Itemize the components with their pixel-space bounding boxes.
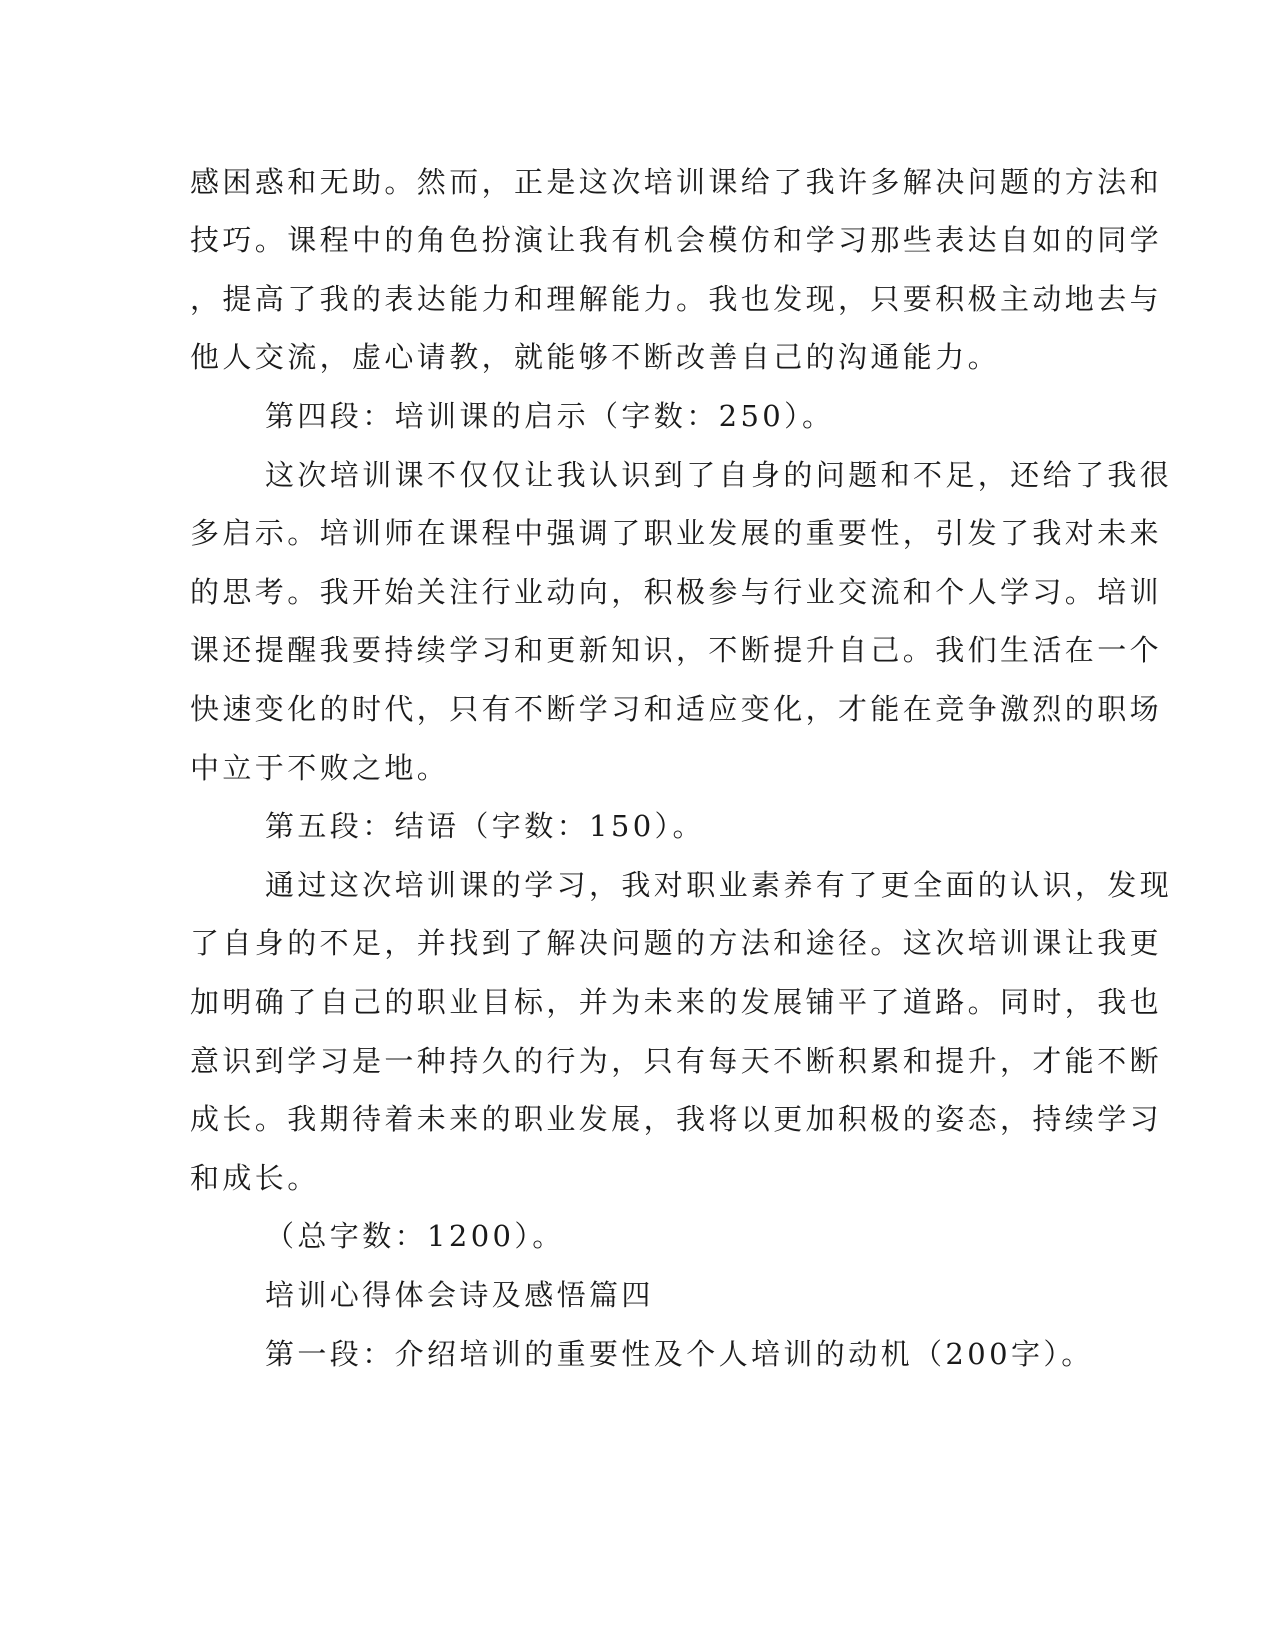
section-heading-1: 第一段：介绍培训的重要性及个人培训的动机（200字）。 — [265, 1337, 1094, 1371]
article-title: 培训心得体会诗及感悟篇四 — [265, 1278, 654, 1312]
body-text-line: 他人交流，虚心请教，就能够不断改善自己的沟通能力。 — [190, 340, 1001, 374]
body-text-line: 成长。我期待着未来的职业发展，我将以更加积极的姿态，持续学习 — [190, 1102, 1163, 1136]
body-text-line: 课还提醒我要持续学习和更新知识，不断提升自己。我们生活在一个 — [190, 633, 1163, 667]
body-text-line: 和成长。 — [190, 1161, 320, 1195]
body-text-line: 这次培训课不仅仅让我认识到了自身的问题和不足，还给了我很 — [265, 458, 1173, 492]
word-count-note: （总字数：1200）。 — [265, 1219, 565, 1253]
body-text-line: 加明确了自己的职业目标，并为未来的发展铺平了道路。同时，我也 — [190, 985, 1163, 1019]
section-heading-4: 第四段：培训课的启示（字数：250）。 — [265, 399, 835, 433]
body-text-line: 多启示。培训师在课程中强调了职业发展的重要性，引发了我对未来 — [190, 516, 1163, 550]
body-text-line: 感困惑和无助。然而，正是这次培训课给了我许多解决问题的方法和 — [190, 165, 1163, 199]
body-text-line: 的思考。我开始关注行业动向，积极参与行业交流和个人学习。培训 — [190, 575, 1163, 609]
body-text-line: ，提高了我的表达能力和理解能力。我也发现，只要积极主动地去与 — [190, 282, 1163, 316]
body-text-line: 快速变化的时代，只有不断学习和适应变化，才能在竞争激烈的职场 — [190, 692, 1163, 726]
body-text-line: 了自身的不足，并找到了解决问题的方法和途径。这次培训课让我更 — [190, 926, 1163, 960]
body-text-line: 通过这次培训课的学习，我对职业素养有了更全面的认识，发现 — [265, 868, 1173, 902]
body-text-line: 技巧。课程中的角色扮演让我有机会模仿和学习那些表达自如的同学 — [190, 223, 1163, 257]
section-heading-5: 第五段：结语（字数：150）。 — [265, 809, 705, 843]
body-text-line: 意识到学习是一种持久的行为，只有每天不断积累和提升，才能不断 — [190, 1044, 1163, 1078]
body-text-line: 中立于不败之地。 — [190, 751, 450, 785]
